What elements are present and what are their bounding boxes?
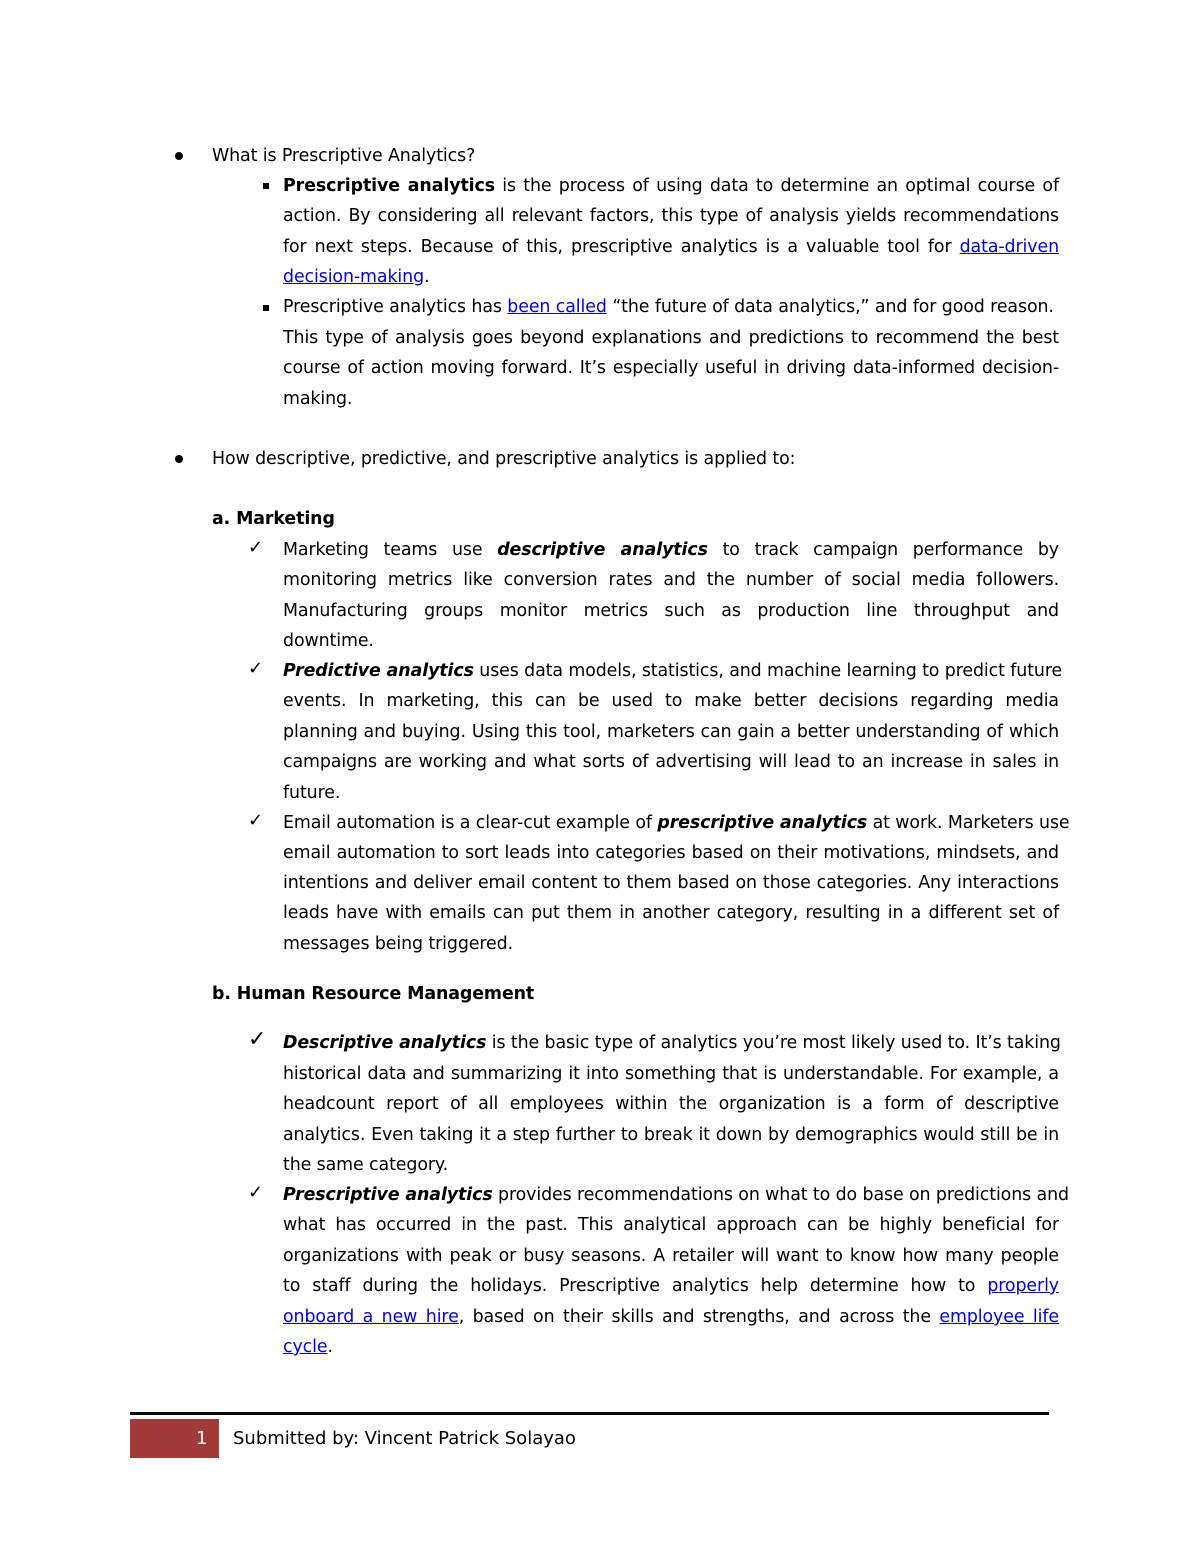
paragraph-line: cycle. bbox=[283, 1337, 333, 1357]
paragraph-line: Marketing teams use descriptive analytics to track campaign performance by bbox=[283, 540, 1059, 560]
question-applied: How descriptive, predictive, and prescriptive analytics is applied to: bbox=[212, 449, 796, 469]
footer-rule bbox=[130, 1412, 1049, 1415]
check-icon: ✓ bbox=[248, 1027, 267, 1052]
paragraph-line: campaigns are working and what sorts of advertising will lead to an increase in sales in bbox=[283, 752, 1059, 772]
term-descriptive-analytics: descriptive analytics bbox=[497, 540, 708, 560]
check-icon: ✓ bbox=[248, 810, 264, 831]
link-cycle[interactable]: cycle bbox=[283, 1337, 328, 1357]
term-predictive-analytics: Predictive analytics bbox=[283, 661, 474, 681]
heading-marketing: a. Marketing bbox=[212, 509, 335, 529]
paragraph-line: onboard a new hire, based on their skills and strengths, and across the employee life bbox=[283, 1307, 1059, 1327]
paragraph-line: Predictive analytics uses data models, statistics, and machine learning to predict future bbox=[283, 661, 1063, 681]
footer-page-number: 1 bbox=[196, 1428, 208, 1449]
link-decision-making[interactable]: decision-making bbox=[283, 267, 425, 287]
paragraph-line: headcount report of all employees within the organization is a form of descriptive bbox=[283, 1094, 1059, 1114]
link-employee-life[interactable]: employee life bbox=[939, 1307, 1059, 1327]
paragraph-line: Email automation is a clear-cut example of prescriptive analytics at work. Marketers use bbox=[283, 813, 1070, 833]
paragraph-line: historical data and summarizing it into something that is understandable. For example, a bbox=[283, 1064, 1059, 1084]
square-bullet-icon bbox=[263, 183, 269, 189]
paragraph-line: action. By considering all relevant factors, this type of analysis yields recommendations bbox=[283, 206, 1059, 226]
paragraph-line: This type of analysis goes beyond explanations and predictions to recommend the best bbox=[283, 328, 1059, 348]
paragraph-line: messages being triggered. bbox=[283, 934, 514, 954]
paragraph-line: monitoring metrics like conversion rates and the number of social media followers. bbox=[283, 570, 1059, 590]
check-icon: ✓ bbox=[248, 1182, 264, 1203]
question-prescriptive: What is Prescriptive Analytics? bbox=[212, 146, 476, 166]
term-prescriptive-analytics: Prescriptive analytics bbox=[283, 1185, 493, 1205]
bullet-icon bbox=[175, 152, 183, 160]
paragraph-line: future. bbox=[283, 783, 341, 803]
paragraph-line: course of action moving forward. It’s especially useful in driving data-informed decision- bbox=[283, 358, 1059, 378]
paragraph-line: planning and buying. Using this tool, marketers can gain a better understanding of which bbox=[283, 722, 1059, 742]
link-properly[interactable]: properly bbox=[987, 1276, 1059, 1296]
term-prescriptive-analytics: Prescriptive analytics bbox=[283, 176, 495, 196]
check-icon: ✓ bbox=[248, 537, 264, 558]
paragraph-line: Manufacturing groups monitor metrics such as production line throughput and bbox=[283, 601, 1059, 621]
term-prescriptive-analytics: prescriptive analytics bbox=[657, 813, 868, 833]
paragraph-line: to staff during the holidays. Prescriptive analytics help determine how to properly bbox=[283, 1276, 1059, 1296]
paragraph-line: leads have with emails can put them in another category, resulting in a different set of bbox=[283, 903, 1059, 923]
check-icon: ✓ bbox=[248, 658, 264, 679]
paragraph-line: events. In marketing, this can be used to make better decisions regarding media bbox=[283, 691, 1059, 711]
heading-hrm: b. Human Resource Management bbox=[212, 984, 535, 1004]
term-descriptive-analytics: Descriptive analytics bbox=[283, 1033, 487, 1053]
paragraph-line: what has occurred in the past. This analytical approach can be highly beneficial for bbox=[283, 1215, 1059, 1235]
link-data-driven[interactable]: data-driven bbox=[959, 237, 1059, 257]
link-been-called[interactable]: been called bbox=[507, 297, 607, 317]
paragraph-line: decision-making. bbox=[283, 267, 430, 287]
paragraph-line: downtime. bbox=[283, 631, 374, 651]
paragraph-line: making. bbox=[283, 389, 353, 409]
bullet-icon bbox=[175, 455, 183, 463]
footer-submitted-by: Submitted by: Vincent Patrick Solayao bbox=[233, 1428, 576, 1449]
paragraph-line: Prescriptive analytics provides recommendations on what to do base on predictions and bbox=[283, 1185, 1069, 1205]
link-onboard-new-hire[interactable]: onboard a new hire bbox=[283, 1307, 459, 1327]
paragraph-line: the same category. bbox=[283, 1155, 449, 1175]
paragraph-line: for next steps. Because of this, prescriptive analytics is a valuable tool for data-driven bbox=[283, 237, 1059, 257]
paragraph-line: intentions and deliver email content to them based on those categories. Any interactions bbox=[283, 873, 1059, 893]
paragraph-line: Prescriptive analytics has been called “the future of data analytics,” and for good reason. bbox=[283, 297, 1054, 317]
paragraph-line: organizations with peak or busy seasons. A retailer will want to know how many people bbox=[283, 1246, 1059, 1266]
square-bullet-icon bbox=[263, 305, 269, 311]
paragraph-line: analytics. Even taking it a step further to break it down by demographics would still be in bbox=[283, 1125, 1059, 1145]
paragraph-line: Descriptive analytics is the basic type of analytics you’re most likely used to. It’s taking bbox=[283, 1033, 1061, 1053]
paragraph-line: email automation to sort leads into categories based on their motivations, mindsets, and bbox=[283, 843, 1059, 863]
paragraph-line: Prescriptive analytics is the process of using data to determine an optimal course of bbox=[283, 176, 1059, 196]
